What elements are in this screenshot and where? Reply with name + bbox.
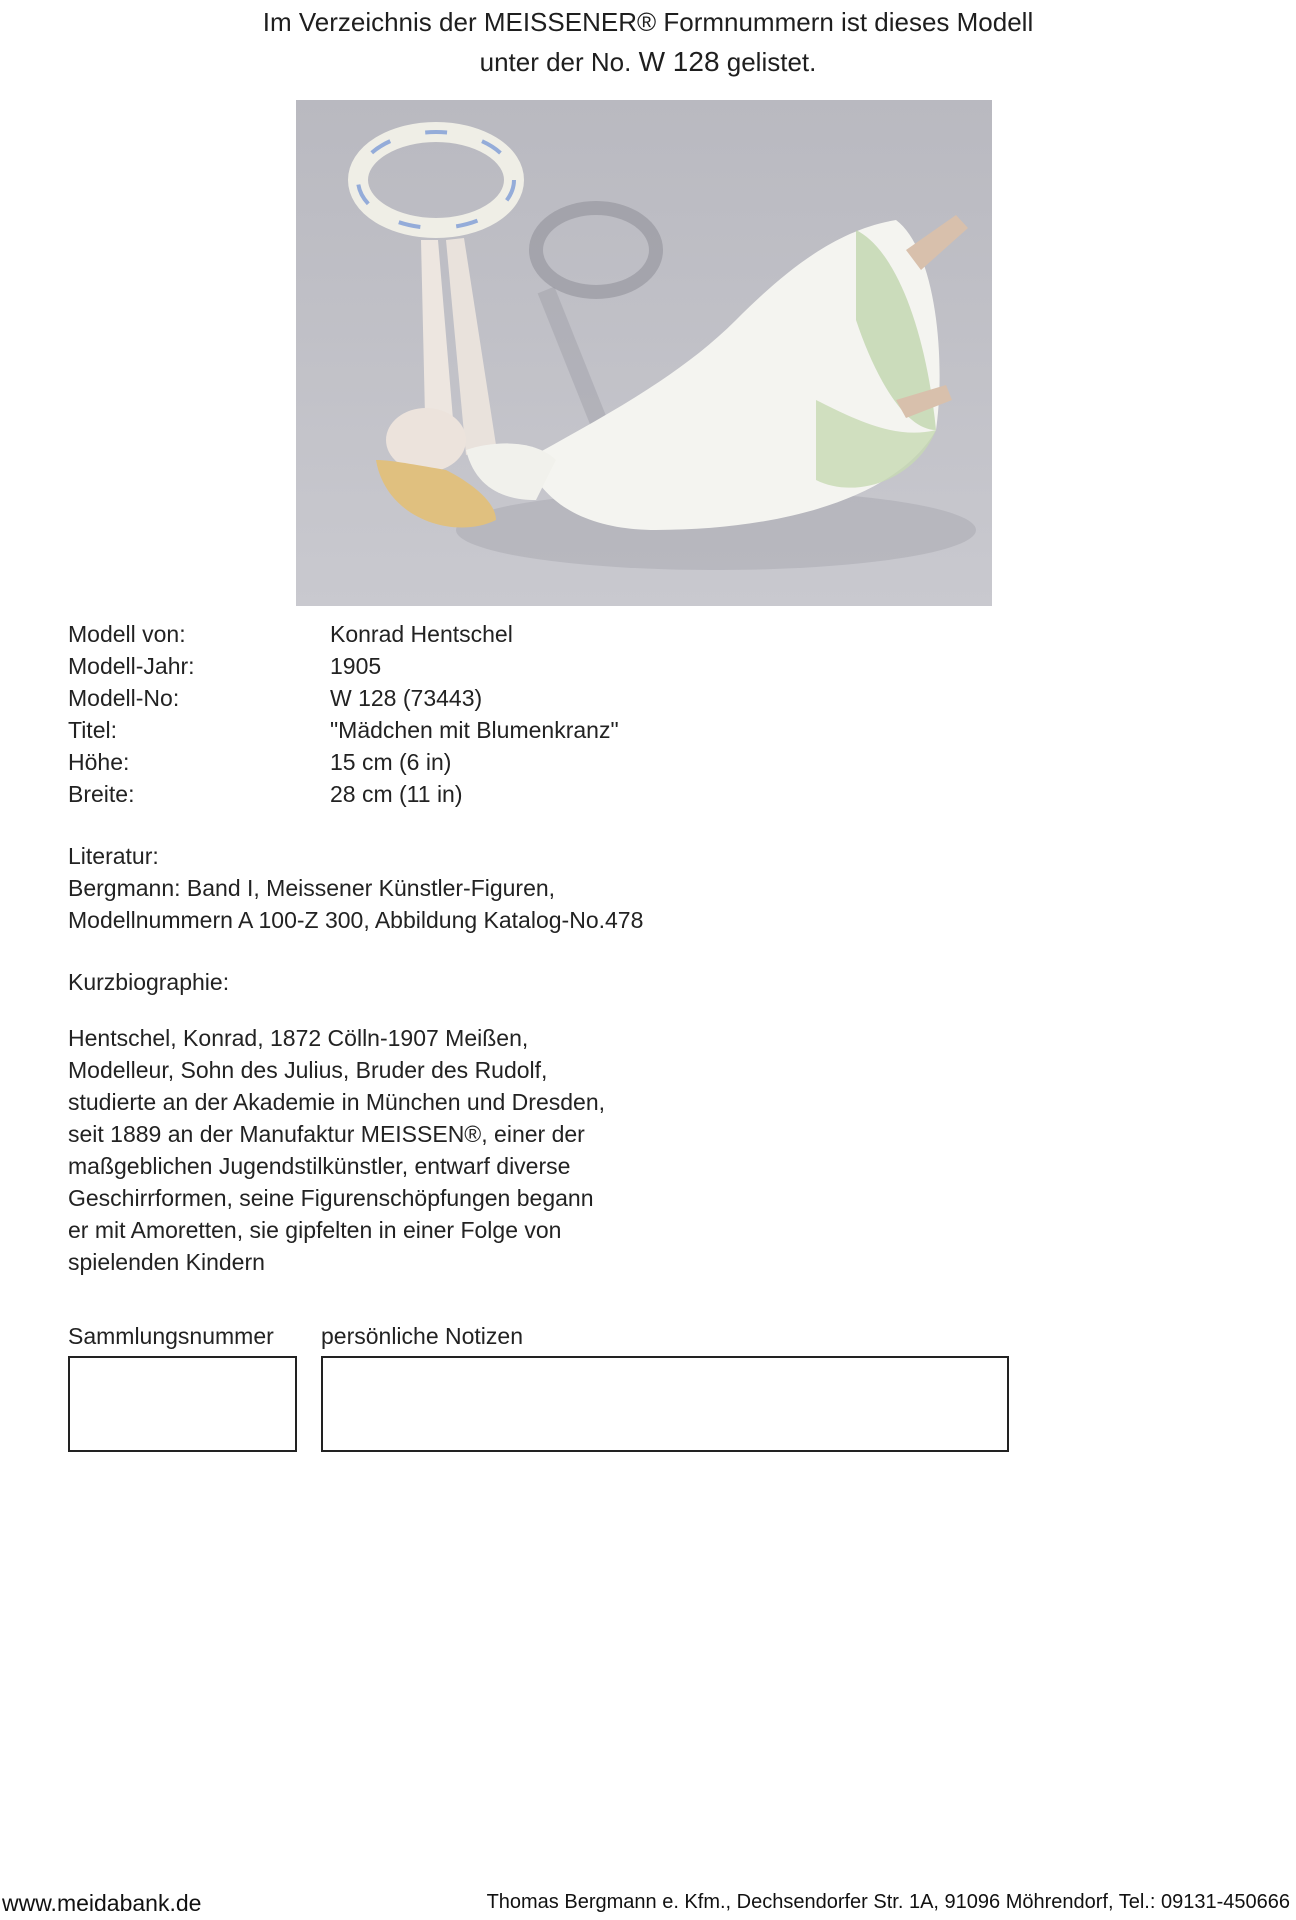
spec-value: 15 cm (6 in): [330, 749, 452, 775]
spec-value: "Mädchen mit Blumenkranz": [330, 717, 619, 743]
header-line-1: Im Verzeichnis der MEISSENER® Formnummern ist dieses Modell: [262, 7, 1034, 37]
spec-label: Titel:: [68, 717, 117, 743]
figurine-photo: [296, 100, 992, 606]
personal-notes-field[interactable]: [321, 1356, 1009, 1452]
collection-number-label: Sammlungsnummer: [68, 1323, 274, 1349]
spec-row-width: [68, 778, 619, 810]
spec-row-height: [68, 746, 619, 778]
spec-row-model-no: [68, 682, 619, 714]
biography-line: Modelleur, Sohn des Julius, Bruder des Rudolf,: [68, 1057, 548, 1083]
biography-heading: Kurzbiographie:: [68, 969, 230, 995]
model-number: W 128: [638, 46, 720, 77]
footer-address: Thomas Bergmann e. Kfm., Dechsendorfer Str. 1A, 91096 Möhrendorf, Tel.: 09131-450666: [486, 1891, 1290, 1913]
spec-label: Modell von:: [68, 621, 186, 647]
spec-label: Modell-No:: [68, 685, 180, 711]
spec-label: Modell-Jahr:: [68, 653, 195, 679]
literature-heading: Literatur:: [68, 843, 159, 869]
specs-table: [68, 618, 619, 810]
collection-number-field[interactable]: [68, 1356, 297, 1452]
spec-label: Breite:: [68, 781, 135, 807]
spec-row-model-by: [68, 618, 619, 650]
spec-row-year: [68, 650, 619, 682]
header-suffix: gelistet.: [726, 47, 817, 77]
biography-line: studierte an der Akademie in München und Dresden,: [68, 1089, 605, 1115]
spec-value: 1905: [330, 653, 382, 679]
biography-text: [68, 1022, 968, 1278]
spec-value: 28 cm (11 in): [330, 781, 463, 807]
spec-label: Höhe:: [68, 749, 130, 775]
spec-value: W 128 (73443): [330, 685, 483, 711]
spec-row-title: [68, 714, 619, 746]
literature-line: Bergmann: Band I, Meissener Künstler-Figuren,: [68, 875, 556, 901]
footer-website[interactable]: www.meidabank.de: [2, 1890, 202, 1916]
spec-value: Konrad Hentschel: [330, 621, 513, 647]
biography-line: Geschirrformen, seine Figurenschöpfungen begann: [68, 1185, 594, 1211]
literature-section: [68, 840, 968, 936]
header-prefix: unter der No.: [479, 47, 632, 77]
biography-line: er mit Amoretten, sie gipfelten in einer Folge von: [68, 1217, 562, 1243]
page-header: [0, 2, 1296, 82]
biography-line: seit 1889 an der Manufaktur MEISSEN®, einer der: [68, 1121, 585, 1147]
personal-notes-label: persönliche Notizen: [321, 1323, 524, 1349]
biography-line: maßgeblichen Jugendstilkünstler, entwarf diverse: [68, 1153, 571, 1179]
biography-line: Hentschel, Konrad, 1872 Cölln-1907 Meißen,: [68, 1025, 529, 1051]
header-line-2: [0, 42, 1296, 82]
biography-line: spielenden Kindern: [68, 1249, 265, 1275]
literature-line: Modellnummern A 100-Z 300, Abbildung Katalog-No.478: [68, 907, 644, 933]
